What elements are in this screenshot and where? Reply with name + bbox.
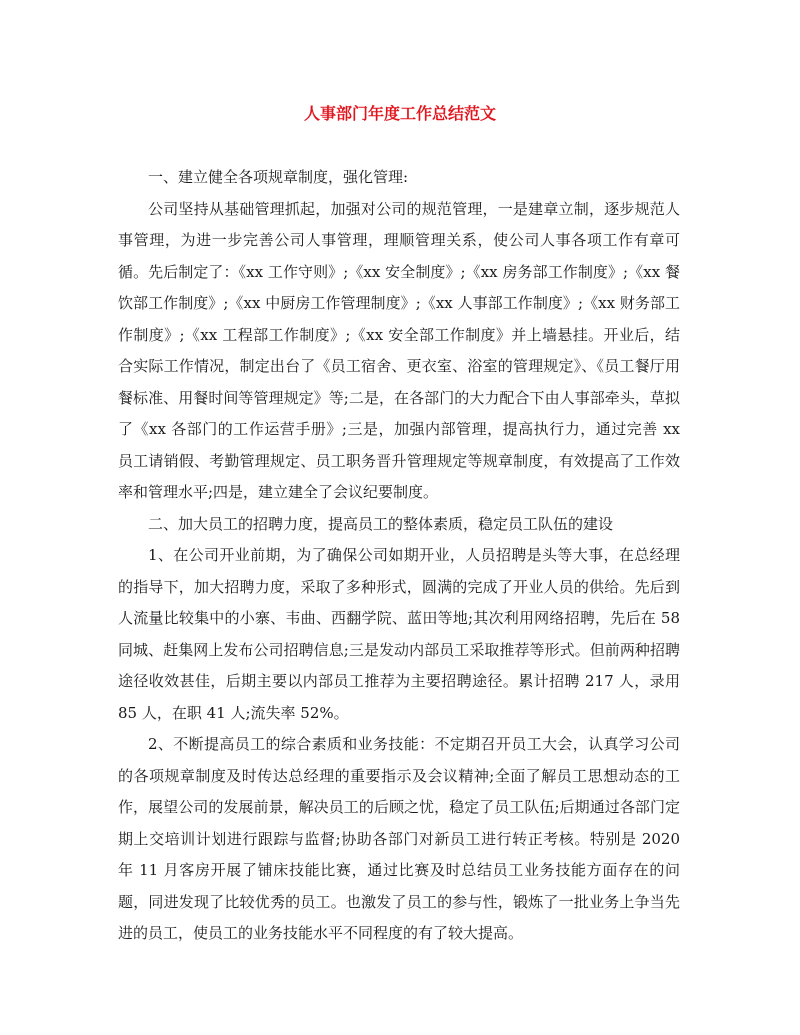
document-title: 人事部门年度工作总结范文 (303, 104, 496, 123)
paragraph-rules: 公司坚持从基础管理抓起，加强对公司的规范管理，一是建章立制，逐步规范人事管理，为进一步完善公司人事管理，理顺管理关系，使公司人事各项工作有章可循。先后制定了：《xx 工作守则》;《xx 安全制度》;《xx 房务部工作制度》;《xx 餐饮部工作制度》;《xx 中厨房工作管理制度》;《xx 人事部工作制度》;《xx 财务部工作制度》;《xx 工程部工作制度》;《xx 安全部工作制度》并上墙悬挂。开业后，结合实际工作情况，制定出台了《员工宿舍、更衣室、浴室的管理规定》、《员工餐厅用餐标准、用餐时间等管理规定》等;二是，在各部门的大力配合下由人事部牵头，草拟了《xx 各部门的工作运营手册》;三是，加强内部管理，提高执行力，通过完善 xx 员工请销假、考勤管理规定、员工职务晋升管理规定等规章制度，有效提高了工作效率和管理水平;四是，建立建全了会议纪要制度。 (118, 199, 680, 501)
section-heading-1: 一、建立健全各项规章制度，强化管理: (148, 168, 409, 186)
document-body (118, 162, 680, 950)
paragraph-training: 2、不断提高员工的综合素质和业务技能：不定期召开员工大会，认真学习公司的各项规章制度及时传达总经理的重要指示及会议精神;全面了解员工思想动态的工作，展望公司的发展前景，解决员工的后顾之忧，稳定了员工队伍;后期通过各部门定期上交培训计划进行跟踪与监督;协助各部门对新员工进行转正考核。特别是 2020 年 11 月客房开展了铺床技能比赛，通过比赛及时总结员工业务技能方面存在的问题，同进发现了比较优秀的员工。也激发了员工的参与性，锻炼了一批业务上争当先进的员工，使员工的业务技能水平不同程度的有了较大提高。 (118, 735, 680, 942)
section-heading-2: 二、加大员工的招聘力度，提高员工的整体素质，稳定员工队伍的建设 (148, 514, 614, 533)
paragraph-recruitment: 1、在公司开业前期，为了确保公司如期开业，人员招聘是头等大事，在总经理的指导下，加大招聘力度，采取了多种形式，圆满的完成了开业人员的供给。先后到人流量比较集中的小寨、韦曲、西翻学院、蓝田等地;其次利用网络招聘，先后在 58 同城、赶集网上发布公司招聘信息;三是发动内部员工采取推荐等形式。但前两种招聘途径收效甚佳，后期主要以内部员工推荐为主要招聘途径。累计招聘 217 人，录用 85 人，在职 41 人;流失率 52%。 (118, 546, 680, 722)
